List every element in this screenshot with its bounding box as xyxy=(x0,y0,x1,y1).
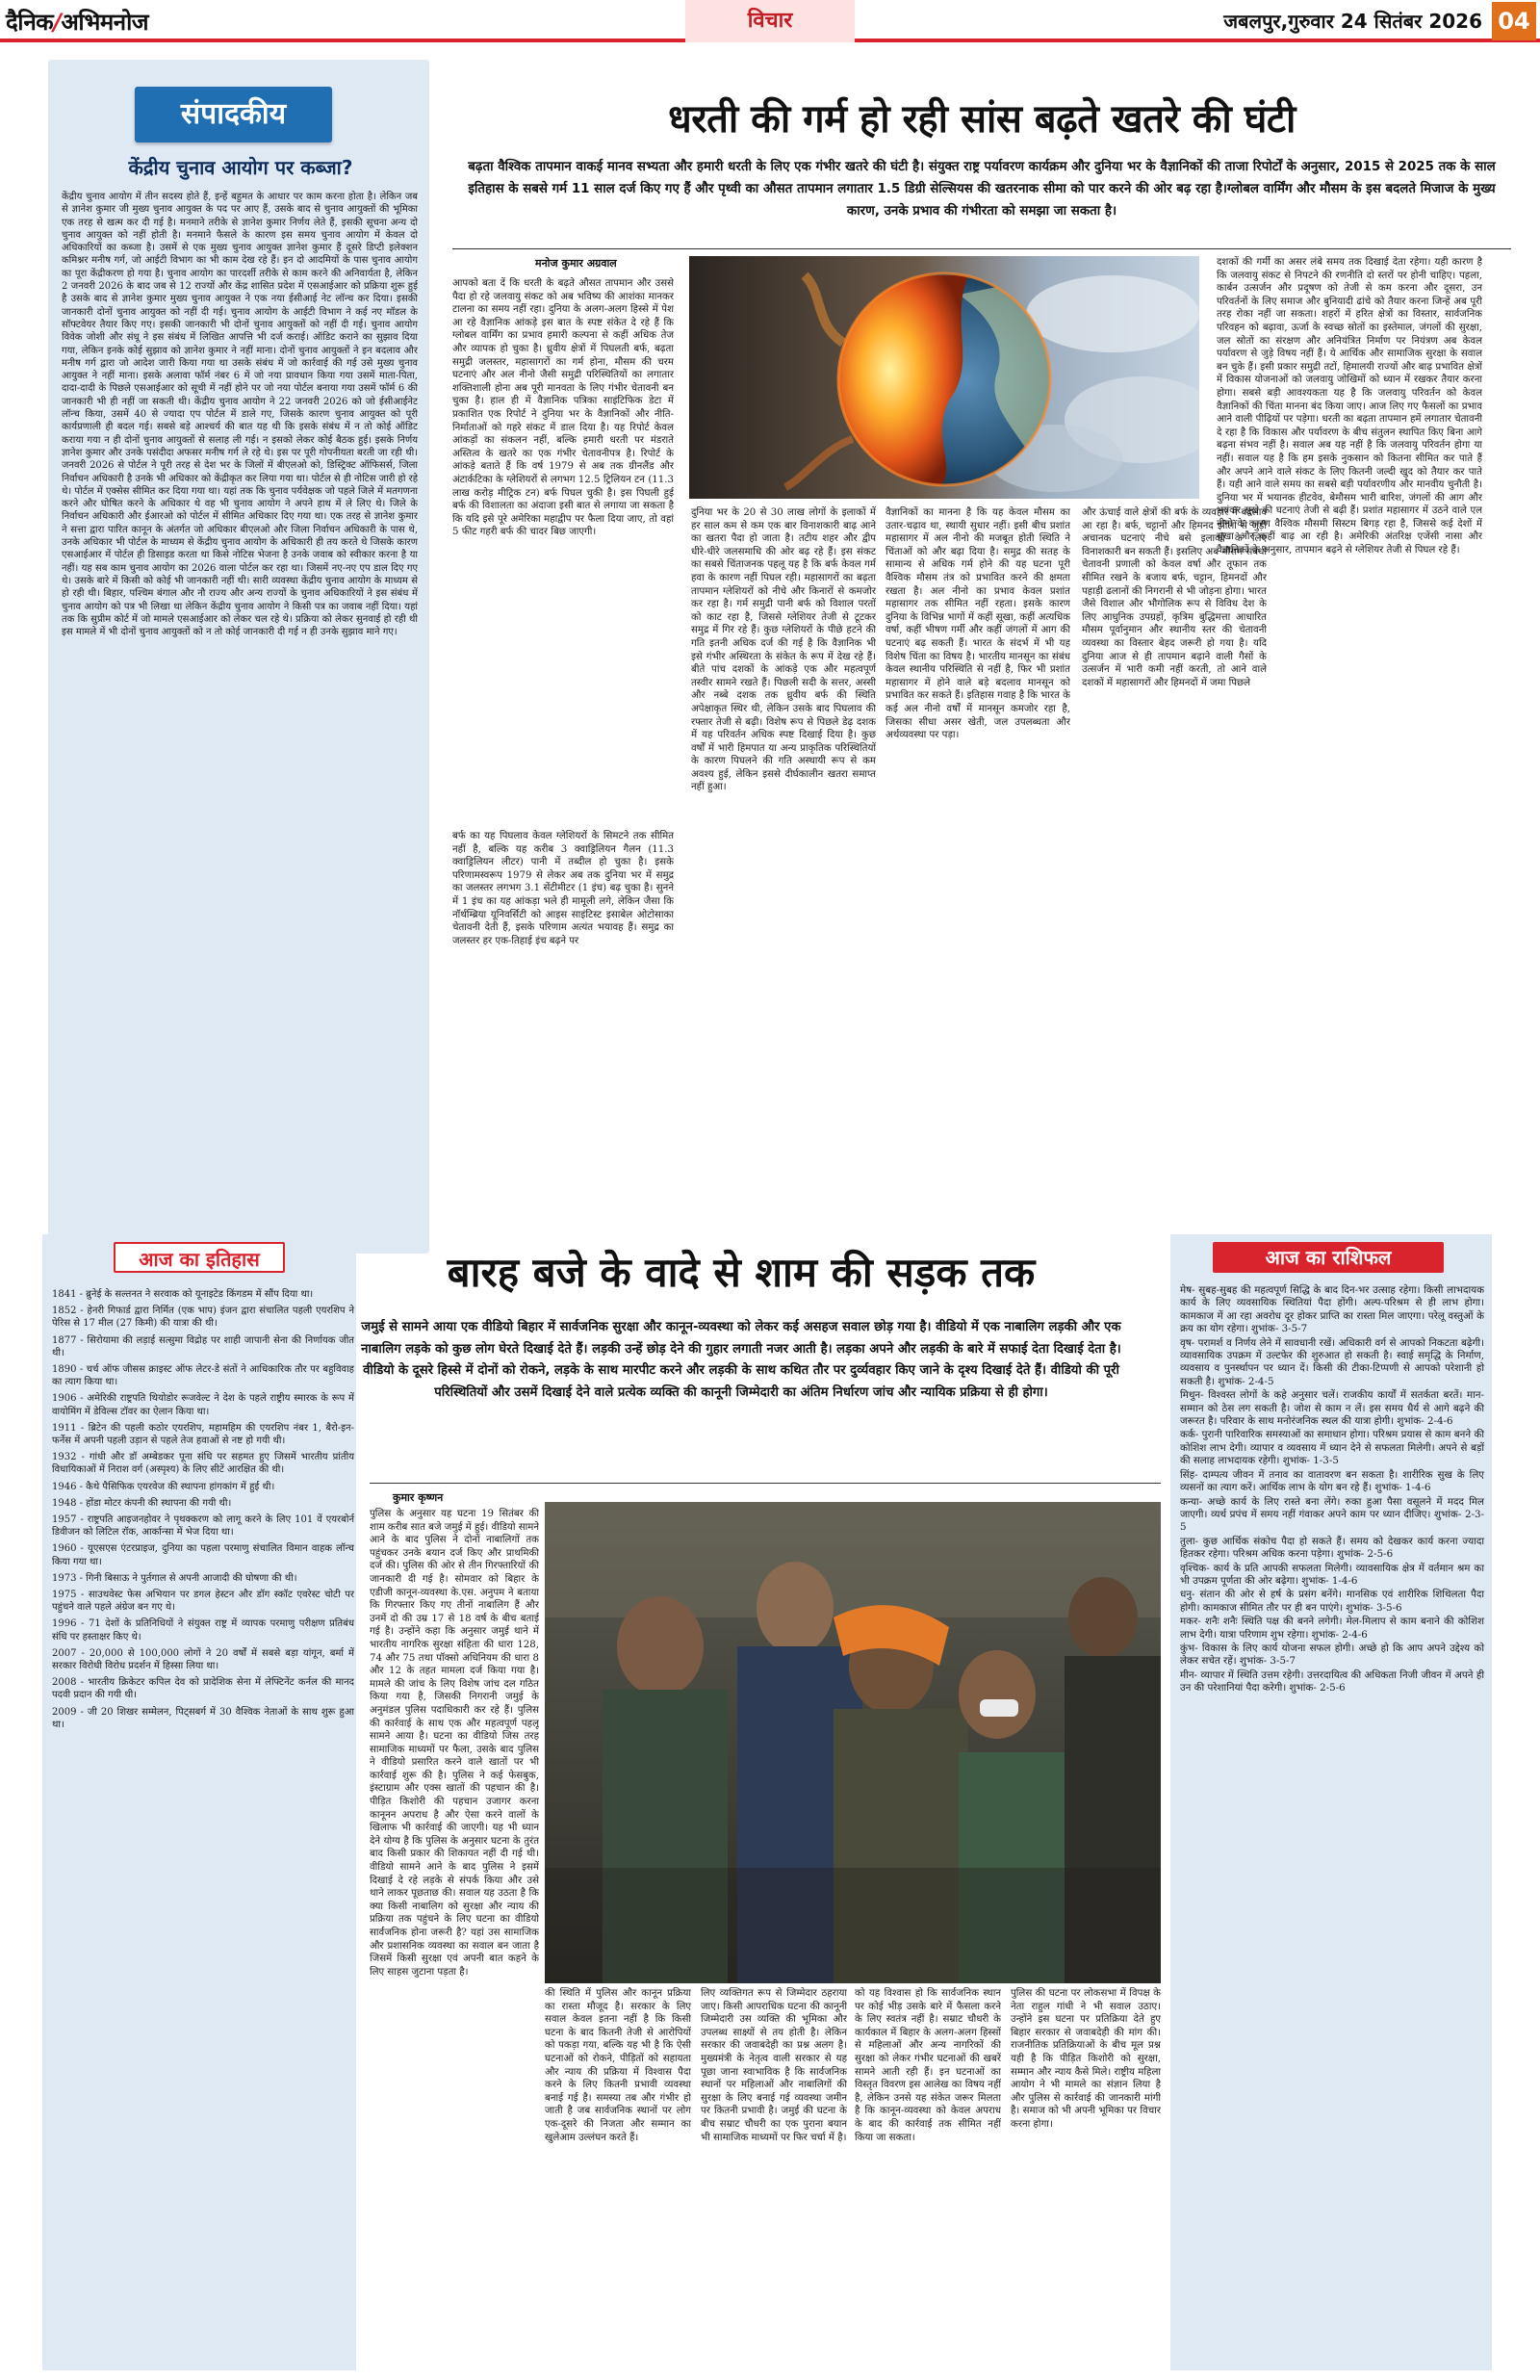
story2-column-1: पुलिस के अनुसार यह घटना 19 सितंबर की शाम करीब सात बजे जमुई में हुई। वीडियो सामने आने के बाद पुलिस ने दोनों नाबालिगों तक पहुंचकर उनके बयान दर्ज किए और प्राथमिकी दर्ज की। पुलिस की ओर से तीन गिरफ्तारियों की जानकारी दी गई है। सोमवार को बिहार के एडीजी कानून-व्यवस्था के.एस. अनुपम ने बताया कि गिरफ्तार किए गए तीनों नाबालिग हैं और उनमें दो की उम्र 17 से 18 वर्ष के बीच बताई गई है। उन्होंने कहा कि अनुसार जमुई थाने में भारतीय नागरिक सुरक्षा संहिता की धारा 128, 74 और 75 तथा पॉक्सो अधिनियम की धारा 8 और 12 के तहत मामला दर्ज किया गया है। मामले की जांच के लिए विशेष जांच दल गठित किया गया है, जिसकी निगरानी जमुई के अनुमंडल पुलिस पदाधिकारी कर रहे हैं। पुलिस की कार्रवाई के साथ एक और महत्वपूर्ण पहलू सामने आया है। घटना का वीडियो जिस तरह सामाजिक माध्यमों पर फैला, उसके बाद पुलिस ने वीडियो प्रसारित करने वाले खातों पर भी कार्रवाई शुरू की है। पुलिस ने कई फेसबुक, इंस्टाग्राम और एक्स खातों की पहचान की है। पीड़ित किशोरी की पहचान उजागर करना कानूनन अपराध है और ऐसा करने वालों के खिलाफ भी कार्रवाई की जाएगी। यह भी ध्यान देने योग्य है कि पुलिस के अनुसार घटना के तुरंत बाद किसी प्रकार की शिकायत नहीं दी गई थी। वीडियो सामने आने के बाद पुलिस ने इसमें दिखाई दे रहे लड़के से संपर्क किया और उसे थाने लाकर पूछताछ की। सवाल यह उठता है कि क्या किसी नाबालिग को सुरक्षा और न्याय की प्रक्रिया तक पहुंचने के लिए घटना का वीडियो सार्वजनिक होना जरूरी है? यहां उस सामाजिक और प्रशासनिक व्यवस्था का सवाल बन जाता है जिसमें किसी सुरक्षा एवं अपनी बात कहने के लिए साहस जुटाना पड़ता है। xyxy=(370,1509,539,1978)
horoscope-heading: आज का राशिफल xyxy=(1213,1242,1444,1273)
history-item: 1996 - 71 देशों के प्रतिनिधियों ने संयुक्त राष्ट्र में व्यापक परमाणु परीक्षण प्रतिबंध संधि पर हस्ताक्षर किए थे। xyxy=(52,1618,354,1643)
history-list xyxy=(52,1288,354,1735)
story2-byline: कुमार कृष्णन xyxy=(393,1491,444,1504)
story2-deck: जमुई से सामने आया एक वीडियो बिहार में सार्वजनिक सुरक्षा और कानून-व्यवस्था को लेकर कई असहज सवाल छोड़ गया है। वीडियो में एक नाबालिग लड़की और एक नाबालिग लड़के को कुछ लोग घेरते दिखाई देते हैं। लड़की उन्हें छोड़ देने की गुहार लगाती नजर आती है। लड़का अपने और लड़की के बारे में सफाई देता दिखाई देता है। वीडियो के दूसरे हिस्से में दोनों को रोकने, लड़के के साथ मारपीट करने और लड़की के साथ कथित तौर पर दुर्व्यवहार किए जाने के दृश्य दिखाई देते हैं। वीडियो की पूरी परिस्थितियों और उसमें दिखाई देने वाले प्रत्येक व्यक्ति की कानूनी जिम्मेदारी का अंतिम निर्धारण जांच और न्यायिक प्रक्रिया से ही होगा। xyxy=(361,1320,1121,1400)
history-item: 1957 - राष्ट्रपति आइजनहोवर ने पृथक्करण को लागू करने के लिए 101 वें एयरबोर्न डिवीजन को लिटिल रॉक, आर्कान्सा में भेज दिया था। xyxy=(52,1514,354,1539)
lead-headline[interactable]: धरती की गर्म हो रही सांस बढ़ते खतरे की घंटी xyxy=(668,97,1296,142)
history-item: 1911 - ब्रिटेन की पहली कठोर एयरशिप, महामहिम की एयरशिप नंबर 1, बैरो-इन-फर्नेस में अपनी पहली उड़ान से पहले तेज हवाओं से नष्ट हो गयी थी। xyxy=(52,1422,354,1447)
horoscope-item-singh: सिंह- दाम्पत्य जीवन में तनाव का वातावरण बन सकता है। शारीरिक सुख के लिए व्यसनों का त्याग करें। आर्थिक लाभ के योग बन रहे हैं। शुभांक- 1-4-6 xyxy=(1180,1468,1484,1494)
lead-column-3: दुनिया भर के 20 से 30 लाख लोगों के इलाकों में हर साल कम से कम एक बार विनाशकारी बाढ़ आने का खतरा पैदा हो जाता है। तटीय शहर और द्वीप धीरे-धीरे जलसमाधि की ओर बढ़ रहे हैं। इस संकट का सबसे चिंताजनक पहलू यह है कि बर्फ केवल गर्म हवा के कारण नहीं पिघल रही। महासागरों का बढ़ता तापमान ग्लेशियरों को नीचे और किनारों से कमजोर कर रहा है। गर्म समुद्री पानी बर्फ को विशाल परतों को काट रहा है, जिससे ग्लेशियर तेजी से टूटकर समुद्र में गिर रहे हैं। कुछ ग्लेशियरों के पीछे हटने की गति इतनी अधिक दर्ज की गई है कि वैज्ञानिक भी इसे गंभीर अस्थिरता के संकेत के रूप में देख रहे हैं। बीते पांच दशकों के आंकड़े एक और महत्वपूर्ण तस्वीर सामने रखते हैं। पिछली सदी के सत्तर, अस्सी और नब्बे दशक तक ध्रुवीय बर्फ की स्थिति अपेक्षाकृत स्थिर थी, लेकिन उसके बाद पिघलाव की रफ्तार तेजी से बढ़ी। विशेष रूप से पिछले डेढ़ दशक में यह परिवर्तन अधिक स्पष्ट दिखाई दिया है। कुछ वर्षों में भारी हिमपात या अन्य प्राकृतिक परिस्थितियों के कारण पिघलने की गति अस्थायी रूप से कम अवश्य हुई, लेकिन इससे दीर्घकालीन खतरा समाप्त नहीं हुआ। xyxy=(691,507,876,793)
lead-divider xyxy=(452,248,1511,249)
burning-earth-image xyxy=(689,256,1199,499)
history-item: 1890 - चर्च ऑफ जीसस क्राइस्ट ऑफ लेटर-डे संतों ने आधिकारिक तौर पर बहुविवाह का त्याग किया था। xyxy=(52,1364,354,1388)
logo-suffix: अभिमनोज xyxy=(61,9,149,36)
logo-prefix: दैनिक xyxy=(6,9,54,36)
horoscope-item-kumbh: कुंभ- विकास के लिए कार्य योजना सफल होगी। अच्छे हो कि आप अपने उद्देश्य को लेकर सचेत रहें। शुभांक- 3-5-7 xyxy=(1180,1642,1484,1668)
horoscope-item-kark: कर्क- पुरानी पारिवारिक समस्याओं का समाधान होगा। परिश्रम प्रयास से काम बनने की कोशिश लाभ देगी। व्यापार व व्यवसाय में ध्यान देने से सफलता मिलेगी। अपने से बड़ों की सलाह लाभदायक रहेगी। शुभांक- 1-3-5 xyxy=(1180,1429,1484,1467)
history-item: 2009 - जी 20 शिखर सम्मेलन, पिट्सबर्ग में 30 वैश्विक नेताओं के साथ शुरू हुआ था। xyxy=(52,1706,354,1730)
history-heading: आज का इतिहास xyxy=(114,1242,285,1273)
page-number: 04 xyxy=(1492,2,1536,40)
history-item: 1841 - ब्रुनेई के सल्तनत ने सरवाक को यूनाइटेड किंगडम में सौंप दिया था। xyxy=(52,1289,314,1300)
news-photo xyxy=(545,1502,1161,1983)
lead-column-5: और ऊंचाई वाले क्षेत्रों की बर्फ के व्यवहार में बदलाव आ रहा है। बर्फ, चट्टानों और हिमनद झीलों से जुड़ी अचानक घटनाएं नीचे बसे इलाकों के लिए विनाशकारी बन सकती हैं। इसलिए अब मौसम संबंधी चेतावनी प्रणाली को केवल वर्षा और तूफान तक सीमित रखने के बजाय बर्फ, चट्टान, हिमनदों और पहाड़ी ढलानों की निगरानी से भी जोड़ना होगा। भारत जैसे विशाल और भौगोलिक रूप से विविध देश के लिए आधुनिक उपग्रहों, कृत्रिम बुद्धिमत्ता आधारित मौसम पूर्वानुमान और स्थानीय स्तर की चेतावनी व्यवस्था का विस्तार बेहद जरूरी हो गया है। यदि दुनिया आज से ही तापमान बढ़ाने वाली गैसों के उत्सर्जन में भारी कमी नहीं करती, तो आने वाले दशकों में महासागरों और हिमनदों में जमा पिछले xyxy=(1082,507,1267,688)
history-item: 1946 - कैथे पैसिफिक एयरवेज की स्थापना हांगकांग में हुई थी। xyxy=(52,1481,275,1492)
editorial-heading: संपादकीय xyxy=(135,87,332,142)
history-item: 2007 - 20,000 से 100,000 लोगों ने 20 वर्षों में सबसे बड़ा यांगून, बर्मा में सरकार विरोधी विरोध प्रदर्शन में हिस्सा लिया था। xyxy=(52,1647,354,1672)
story2-column-4: को यह विश्वास हो कि सार्वजनिक स्थान पर कोई भीड़ उसके बारे में फैसला करने के लिए स्वतंत्र नहीं है। सम्राट चौधरी के कार्यकाल में बिहार के अलग-अलग हिस्सों से महिलाओं और अन्य नागरिकों की सुरक्षा को लेकर गंभीर घटनाओं की खबरें सामने आती रही हैं। इन घटनाओं का विस्तृत विवरण इस आलेख का विषय नहीं है, लेकिन उनसे यह संकेत जरूर मिलता है कि कानून-व्यवस्था को केवल अपराध के बाद की कार्रवाई तक सीमित नहीं किया जा सकता। xyxy=(855,1988,1001,2143)
history-item: 1932 - गांधी और डॉ अम्बेडकर पूना संधि पर सहमत हुए जिसमें भारतीय प्रांतीय विधायिकाओं में निराश वर्ग (अस्पृश्य) के लिए सीटें आरक्षित की थी। xyxy=(52,1452,354,1476)
crowd-photo-illustration xyxy=(545,1502,1161,1983)
story2-column-2: की स्थिति में पुलिस और कानून प्रक्रिया का रास्ता मौजूद है। सरकार के लिए सवाल केवल इतना नहीं है कि किसी घटना के बाद कितनी तेजी से आरोपियों को पकड़ा गया, बल्कि यह भी है कि ऐसी घटनाओं को रोकने, पीड़ितों को सहायता और न्याय की प्रक्रिया में विश्वास पैदा करने के लिए कितनी प्रभावी व्यवस्था बनाई गई है। समस्या तब और गंभीर हो जाती है जब सार्वजनिक स्थानों पर लोग एक-दूसरे की निजता और सम्मान का खुलेआम उल्लंघन करते हैं। xyxy=(545,1988,691,2143)
horoscope-item-mithun: मिथुन- विश्वस्त लोगों के कहे अनुसार चलें। राजकीय कार्यों में सतर्कता बरतें। मान-सम्मान को ठेस लग सकती है। जोश से काम न लें। इस समय धैर्य से आगे बढ़ने की जरूरत है। परिवार के साथ मनोरंजनिक स्थल की यात्रा होगी। शुभांक- 2-4-6 xyxy=(1180,1389,1484,1428)
history-item: 1852 - हेनरी गिफार्ड द्वारा निर्मित (एक भाप) इंजन द्वारा संचालित पहली एयरशिप ने पेरिस से 17 मील (27 किमी) की यात्रा की थी। xyxy=(52,1306,354,1330)
history-item: 1906 - अमेरिकी राष्ट्रपति थियोडोर रूजवेल्ट ने देश के पहले राष्ट्रीय स्मारक के रूप में वायोमिंग में डेविल्स टॉवर का ऐलान किया था। xyxy=(52,1393,354,1417)
horoscope-item-tula: तुला- कुछ आर्थिक संकोच पैदा हो सकते हैं। समय को देखकर कार्य करना ज्यादा हितकर रहेगा। परिश्रम अधिक करना पड़ेगा। शुभांक- 2-5-6 xyxy=(1180,1535,1484,1561)
horoscope-item-meen: मीन- व्यापार में स्थिति उत्तम रहेगी। उत्तरदायित्व की अधिकता निजी जीवन में अपने ही उन की परेशानियां पैदा करेगी। शुभांक- 2-5-6 xyxy=(1180,1669,1484,1694)
lead-column-4: वैज्ञानिकों का मानना है कि यह केवल मौसम का उतार-चढ़ाव था, स्थायी सुधार नहीं। इसी बीच प्रशांत महासागर में अल नीनो की मजबूत होती स्थिति ने चिंताओं को और बढ़ा दिया है। समुद्र की सतह के सामान्य से अधिक गर्म होने की यह घटना पूरी वैश्विक मौसम तंत्र को प्रभावित करने की क्षमता रखता है। अल नीनो का प्रभाव केवल प्रशांत महासागर तक सीमित नहीं रहता। इसके कारण दुनिया के विभिन्न भागों में कहीं सूखा, कहीं अत्यधिक वर्षा, कहीं भीषण गर्मी और कहीं जंगलों में आग की घटनाएं बढ़ सकती हैं। भारत के संदर्भ में भी यह विशेष चिंता का विषय है। भारतीय मानसून का संबंध केवल स्थानीय परिस्थिति से नहीं है, फिर भी प्रशांत महासागर में होने वाले बड़े बदलाव मानसून को प्रभावित कर सकते हैं। इतिहास गवाह है कि भारत के कई अल नीनो वर्षों में मानसून कमजोर रहा है, जिसका सीधा असर खेती, जल उपलब्धता और अर्थव्यवस्था पर पड़ा। xyxy=(886,507,1070,741)
horoscope-item-vrishchik: वृश्चिक- कार्य के प्रति आपकी सफलता मिलेगी। व्यावसायिक क्षेत्र में वर्तमान श्रम का भी उपक्रम पूर्णता की ओर बढ़ेगा। शुभांक- 1-4-6 xyxy=(1180,1562,1484,1587)
logo-slash: / xyxy=(53,9,62,36)
story2-divider xyxy=(370,1483,1161,1484)
lead-column-1: आपको बता दें कि धरती के बढ़ते औसत तापमान और उससे पैदा हो रहे जलवायु संकट को अब भविष्य की आशंका मानकर टालना का समय नहीं रहा। दुनिया के अलग-अलग हिस्से में पेश आ रहे वैज्ञानिक आंकड़े इस बात के स्पष्ट संकेत दे रहे हैं कि ग्लोबल वार्मिंग का प्रभाव हमारी कल्पना से कहीं अधिक तेज और व्यापक हो चुका है। ध्रुवीय क्षेत्रों में पिघलती बर्फ, बढ़ता समुद्री जलस्तर, महासागरों का गर्म होना, मौसम की चरम घटनाएं और अल नीनो जैसी समुद्री परिस्थितियों का लगातार शक्तिशाली होना अब पूरी मानवता के लिए गंभीर चेतावनी बन चुका है। हाल ही में वैज्ञानिक पत्रिका साइंटिफिक डेटा में प्रकाशित एक रिपोर्ट ने दुनिया भर के वैज्ञानिकों और नीति-निर्माताओं को गहरे संकट में डाल दिया है। यह रिपोर्ट केवल आंकड़ों का संकलन नहीं, बल्कि हमारी धरती पर मंडराते अस्तित्व के खतरे का एक गंभीर चेतावनीपत्र है। रिपोर्ट के आंकड़े बताते हैं कि वर्ष 1979 से अब तक ग्रीनलैंड और अंटार्कटिका के ग्लेशियरों से लगभग 12.5 ट्रिलियन टन (11.3 लाख करोड़ मीट्रिक टन) बर्फ पिघल चुकी है। इस पिघली हुई बर्फ की विशालता का अंदाजा इसी बात से लगाया जा सकता है कि यदि इसे पूरे अमेरिका महाद्वीप पर फैला दिया जाए, तो वहां 5 फीट गहरी बर्फ की चादर बिछ जाएगी। xyxy=(452,278,674,538)
dateline: जबलपुर,गुरुवार 24 सितंबर 2026 xyxy=(1223,10,1482,33)
history-item: 1960 - यूएसएस एंटरप्राइज, दुनिया का पहला परमाणु संचालित विमान वाहक लॉन्च किया गया था। xyxy=(52,1543,354,1567)
editorial-body: केंद्रीय चुनाव आयोग में तीन सदस्य होते हैं, इन्हें बहुमत के आधार पर काम करना होता है। लेकिन जब से ज्ञानेश कुमार जी मुख्य चुनाव आयुक्त के पद पर आए हैं, उसके बाद से चुनाव आयुक्तों की भूमिका एक तरह से खत्म कर दी गई है। मनमाने तरीके से ज्ञानेश कुमार निर्णय लेते हैं, इसकी सूचना अन्य दो चुनाव आयुक्त को नहीं होती है। मनमाने फैसले के कारण इस समय चुनाव आयोग में केवल दो अधिकारियों का कब्जा है। उसमें से एक मुख्य चुनाव आयुक्त ज्ञानेश कुमार हैं दूसरे डिप्टी इलेक्शन कमिश्नर मनीष गर्ग, जो आईटी विभाग का भी काम देख रहे हैं। इन दो आदमियों के पास चुनाव आयोग का पूरा केंद्रीकरण हो गया है। चुनाव आयोग का पारदर्शी तरीके से काम करने की अनिवार्यता है, लेकिन 2 जनवरी 2026 के बाद जब से 12 राज्यों और केंद्र शासित प्रदेश में एसआईआर को प्रक्रिया शुरू हुई है उसके बाद से ज्ञानेश कुमार मुख्य चुनाव आयुक्त ने एक नया ईसीआई नेट लॉन्च कर दिया। इसकी जानकारी दोनों चुनाव आयुक्त को नहीं दी गई। चुनाव आयोग के आईटी विभाग ने कई नए मॉडल के सॉफ्टवेयर तैयार किए गए। इसकी जानकारी भी दोनों चुनाव आयुक्तों को नहीं दी गई। चुनाव आयोग विवेक जोशी और संधू ने इस संबंध में लिखित आपत्ति भी दर्ज कराई। ऑडिट कराने का सुझाव दिया गया, लेकिन इनके कोई सुझाव को ज्ञानेश कुमार ने नहीं माना। दोनों चुनाव आयुक्तों ने इन बदलाव और मनीष गर्ग द्वारा जो आदेश जारी किया गया था उसके संबंध में जो कार्रवाई की गई उसे मुख्य चुनाव आयुक्त ने नहीं माना। इसके अलावा फॉर्म नंबर 6 में जो नया प्रावधान किया गया उसमें माता-पिता, दादा-दादी के पिछले एसआईआर को सूची में नहीं होने पर जो नया पोर्टल बनाया गया उसमें फॉर्म 6 की जानकारी भी ही नहीं जा सकती थी। केंद्रीय चुनाव आयोग ने 22 जनवरी 2026 को जो ईसीआईनेट लॉन्च किया, उसमें 40 से ज्यादा एप पोर्टल में डाले गए, जिसके कारण चुनाव आयुक्त को पूरी कार्यप्रणाली ही बदल गई। सबसे बड़े आश्चर्य की बात यह थी कि इसके संबंध में न तो कोई ऑडिट कराया गया न ही दोनों चुनाव आयुक्तों से सलाह ली गई। न इसको लेकर कोई बैठक हुई। इसके निर्णय ज्ञानेश कुमार और उनके पसंदीदा अफसर मनीष गर्ग ले रहे थे। इस पर पूरी गोपनीयता बरती जा रही थी। जनवरी 2026 से पोर्टल ने पूरी तरह से देश भर के जिलों में बीएलओ को, डिस्ट्रिक्ट ऑफिसर्स, जिला निर्वाचन अधिकारी है उनके भी अधिकार को केंद्रीकृत कर लिया गया था। पोर्टल से ही नोटिस जारी हो रहे थे। पोर्टल में एक्सेस सीमित कर दिया गया था। यहां तक कि चुनाव पर्यवेक्षक जो पहले जिले में मतगणना करने और घोषित करने के अधिकार थे वह भी चुनाव आयोग ने अपने हाथ में ले लिए थे। जिले के निर्वाचन अधिकारी और ईआरओ को पोर्टल में सीमित अधिकार दिए गया था। एक तरह से ज्ञानेश कुमार ने सत्ता द्वारा पारित कानून के अंतर्गत जो अधिकार बीएलओ और जिला निर्वाचन अधिकारी के पास थे, उनके अधिकार भी पोर्टल के माध्यम से केंद्रीय चुनाव आयोग के अधिकारी ही तय करते थे जिसके कारण एसआईआर में पोर्टल ही डिसाइड करता था किसे नोटिस भेजना है उनके जवाब को स्वीकार करना है या नहीं। यह सब काम चुनाव आयोग का 2026 वाला पोर्टल कर रहा था। जिसमें नए-नए एप डाल दिए गए थे। उसके बारे में किसी को कोई भी जानकारी नहीं थी। सारी व्यवस्था केंद्रीय चुनाव आयोग के माध्यम से हो रही थी। बिहार, पश्चिम बंगाल और नौ राज्य और अन्य राज्यों के चुनाव अधिकारियों ने इस संबंध में चुनाव आयोग को पत्र भी लिखा था लेकिन केंद्रीय चुनाव आयोग ने किसी पत्र का जवाब नहीं दिया। यहां तक कि सुप्रीम कोर्ट में जो मामले एसआईआर को लेकर चल रहे थे। प्रक्रिया को लेकर सुनवाई हो रही थी इस मामले में भी दोनों चुनाव आयुक्तों को न तो कोई जानकारी दी गई न ही उनके सुझाव माने गए। xyxy=(62,192,418,638)
section-tab[interactable]: विचार xyxy=(685,0,855,42)
horoscope-item-mesh: मेष- सुबह-सुबह की महत्वपूर्ण सिद्धि के बाद दिन-भर उत्साह रहेगा। किसी लाभदायक कार्य के लिए व्यवसायिक स्थितियां पैदा होंगी। अल्प-परिश्रम से ही लाभ होगा। कामकाज में आ रहा अवरोध दूर होकर प्राप्ति का रास्ता मिल जाएगा। परेलू वस्तुओं के क्रय का योग रहेगा। शुभांक- 3-5-7 xyxy=(1180,1284,1484,1335)
story2-column-3: लिए व्यक्तिगत रूप से जिम्मेदार ठहराया जाए। किसी आपराधिक घटना की कानूनी जिम्मेदारी उस व्यक्ति की भूमिका और उपलब्ध साक्ष्यों से तय होती है। लेकिन सरकार की जवाबदेही का प्रश्न अलग है। मुख्यमंत्री के नेतृत्व वाली सरकार से यह पूछा जाना स्वाभाविक है कि सार्वजनिक स्थानों पर महिलाओं और नाबालिगों की सुरक्षा के लिए बनाई गई व्यवस्था जमीन पर कितनी प्रभावी है। जमुई की घटना के बीच सम्राट चौधरी का एक पुराना बयान भी सामाजिक माध्यमों पर फिर चर्चा में है। xyxy=(701,1988,847,2143)
history-item: 1973 - गिनी बिसाऊ ने पुर्तगाल से अपनी आजादी की घोषणा की थी। xyxy=(52,1572,297,1584)
editorial-title[interactable]: केंद्रीय चुनाव आयोग पर कब्जा? xyxy=(128,156,353,179)
lead-deck: बढ़ता वैश्विक तापमान वाकई मानव सभ्यता और हमारी धरती के लिए एक गंभीर खतरे की घंटी है। संयुक्त राष्ट्र पर्यावरण कार्यक्रम और दुनिया भर के वैज्ञानिकों की ताजा रिपोर्टों के अनुसार, 2015 से 2025 तक के साल इतिहास के सबसे गर्म 11 साल दर्ज किए गए हैं और पृथ्वी का औसत तापमान लगातार 1.5 डिग्री सेल्सियस की खतरनाक सीमा को पार करने की ओर बढ़ रहा है।ग्लोबल वार्मिंग और मौसम के इस बदलते मिजाज के मुख्य कारण, उनके प्रभाव की गंभीरता को समझा जा सकता है। xyxy=(468,160,1496,219)
burning-earth-illustration xyxy=(689,256,1199,499)
story2-headline[interactable]: बारह बजे के वादे से शाम की सड़क तक xyxy=(447,1249,1036,1296)
newspaper-logo[interactable] xyxy=(6,6,148,38)
lead-column-2: बर्फ का यह पिघलाव केवल ग्लेशियरों के सिमटने तक सीमित नहीं है, बल्कि यह करीब 3 क्वाड्रिलियन गैलन (11.3 क्वाड्रिलियन लीटर) पानी में तब्दील हो चुका है। इसके परिणामस्वरूप 1979 से लेकर अब तक दुनिया भर में समुद्र का जलस्तर लगभग 3.1 सेंटीमीटर (1 इंच) बढ़ चुका है। सुनने में 1 इंच का यह आंकड़ा भले ही मामूली लगे, लेकिन जैसा कि नॉर्थम्ब्रिया यूनिवर्सिटी को आइस साइंटिस्ट इसाबेल ओटोसाका चेतावनी देती हैं, इसके परिणाम अत्यंत भयावह हैं। समुद्र का जलस्तर हर एक-तिहाई इंच बढ़ने पर xyxy=(452,831,674,946)
horoscope-item-vrish: वृष- परामर्श व निर्णय लेने में सावधानी रखें। अधिकारी वर्ग से आपको निकटता बढ़ेगी। व्यावसायिक उपक्रम में उल्टफेर की शुरुआत हो सकती है। स्वाई समृद्धि के निर्माण, व्यवसाय व पुनर्स्थापन पर ध्यान दें। किसी की टीका-टिप्पणी से आपको परेशानी हो सकती है। शुभांक- 2-4-5 xyxy=(1180,1336,1484,1387)
lead-column-6: दशकों की गर्मी का असर लंबे समय तक दिखाई देता रहेगा। यही कारण है कि जलवायु संकट से निपटने की रणनीति दो स्तरों पर होनी चाहिए। पहला, कार्बन उत्सर्जन और प्रदूषण को तेजी से कम करना और दूसरा, उन परिवर्तनों के लिए समाज और बुनियादी ढांचे को तैयार करना जिन्हें अब पूरी तरह रोका नहीं जा सकता। शहरों में हरित क्षेत्रों का विस्तार, सार्वजनिक परिवहन को बढ़ावा, ऊर्जा के स्वच्छ स्रोतों का इस्तेमाल, जंगलों की सुरक्षा, जल स्रोतों का संरक्षण और अनियंत्रित निर्माण पर नियंत्रण अब केवल पर्यावरण से जुड़े विषय नहीं हैं। ये आर्थिक और सामाजिक सुरक्षा के सवाल बन चुके हैं। इसी प्रकार समुद्री तटों, हिमालयी राज्यों और बाढ़ प्रभावित क्षेत्रों में विकास योजनाओं को जलवायु जोखिमों को ध्यान में रखकर तैयार करना होगा। सबसे बड़ी आवश्यकता यह है कि जलवायु परिवर्तन को केवल वैज्ञानिकों की चिंता मानना बंद किया जाए। आज लिए गए फैसलों का प्रभाव आने वाली पीढ़ियों पर पड़ेगा। धरती का बढ़ता तापमान हमें लगातार चेतावनी दे रहा है कि विकास और पर्यावरण के बीच संतुलन स्थापित किए बिना आगे बढ़ना संभव नहीं है। सवाल अब यह नहीं है कि जलवायु परिवर्तन होगा या नहीं। सवाल यह है कि हम इसके नुकसान को कितना सीमित कर पाते हैं और अपने आने वाले संकट के लिए कितनी जल्दी खुद को तैयार कर पाते हैं। यही आने वाले समय का सबसे बड़ी पर्यावरणीय और मानवीय चुनौती है। दुनिया भर में भयानक हीटवेव, बेमौसम भारी बारिश, जंगलों की आग और भयंकर सूखे की घटनाएं तेजी से बढ़ी हैं। प्रशांत महासागर में उठने वाले एल नीनो के कारण वैश्विक मौसमी सिस्टम बिगड़ रहा है, जिससे कई देशों में सूखा और कहीं बाढ़ आ रही है। अमेरिकी अंतरिक्ष एजेंसी नासा और वैज्ञानिकों के अनुसार, तापमान बढ़ने से ग्लेशियर तेजी से पिघल रहे हैं। xyxy=(1217,257,1482,556)
horoscope-item-kanya: कन्या- अच्छे कार्य के लिए रास्ते बना लेंगे। रुका हुआ पैसा वसूलने में मदद मिल जाएगी। व्यर्थ प्रपंच में समय नहीं गंवाकर अपने काम पर ध्यान दीजिए। शुभांक- 2-3-5 xyxy=(1180,1495,1484,1534)
history-item: 1877 - सिरोयामा की लड़ाई सत्सुमा विद्रोह पर शाही जापानी सेना की निर्णायक जीत थी। xyxy=(52,1334,354,1358)
history-item: 1975 - साउथवेस्ट फेस अभियान पर डगल हेस्टन और डॉग स्कॉट एवरेस्ट चोटी पर पहुंचने वाले पहले अंग्रेज बन गए थे। xyxy=(52,1590,354,1614)
horoscope-item-dhanu: धनु- संतान की ओर से हर्ष के प्रसंग बनेंगे। मानसिक एवं शारीरिक शिथिलता पैदा होगी। कामकाज सीमित तौर पर ही बन पाएंगे। शुभांक- 3-5-6 xyxy=(1180,1589,1484,1614)
lead-byline: मनोज कुमार अग्रवाल xyxy=(535,257,617,270)
history-item: 2008 - भारतीय क्रिकेटर कपिल देव को प्रादेशिक सेना में लेफ्टिनेंट कर्नल की मानद पदवी प्रदान की गयी थी। xyxy=(52,1677,354,1701)
history-item: 1948 - होंडा मोटर कंपनी की स्थापना की गयी थी। xyxy=(52,1497,232,1509)
horoscope-item-makar: मकर- शनैः शनैः स्थिति पक्ष की बनने लगेगी। मेल-मिलाप से काम बनाने की कोशिश लाभ देगी। यात्रा परिणाम शुभ रहेगा। शुभांक- 2-4-6 xyxy=(1180,1616,1484,1641)
horoscope-list xyxy=(1180,1284,1484,1696)
story2-column-5: पुलिस की घटना पर लोकसभा में विपक्ष के नेता राहुल गांधी ने भी सवाल उठाए। उन्होंने इस घटना पर प्रतिक्रिया देते हुए बिहार सरकार से जवाबदेही की मांग की। राजनीतिक प्रतिक्रियाओं के बीच मूल प्रश्न यही है कि पीड़ित किशोरी को सुरक्षा, सम्मान और न्याय कैसे मिले। राष्ट्रीय महिला आयोग ने भी मामले का संज्ञान लिया है और पुलिस से कार्रवाई की जानकारी मांगी है। समाज को भी अपनी भूमिका पर विचार करना होगा। xyxy=(1011,1988,1161,2130)
